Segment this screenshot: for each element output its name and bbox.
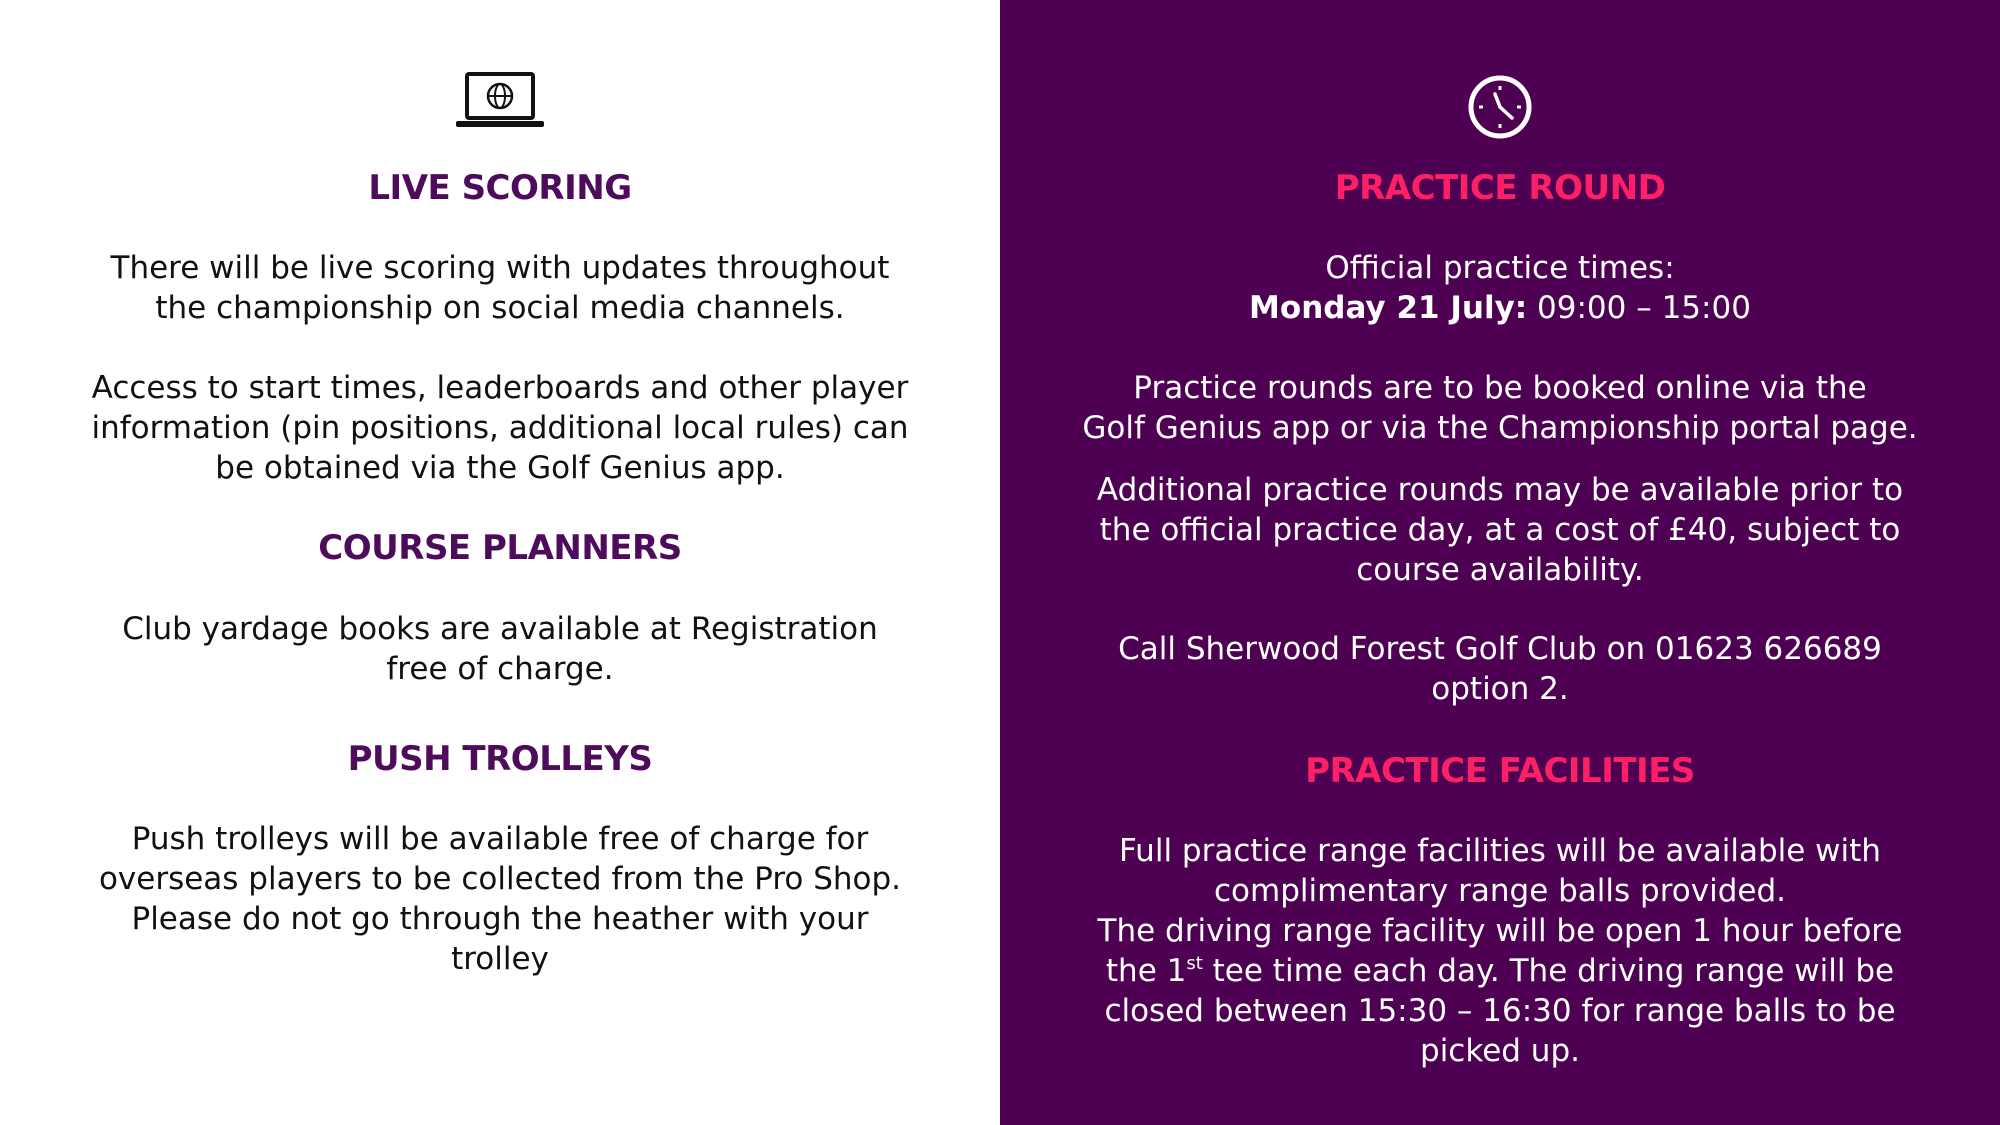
push-trolleys-heading: PUSH TROLLEYS	[347, 739, 653, 779]
live-scoring-access-text: Access to start times, leaderboards and other player information (pin positions, additional local rules) can be obtained via the Golf Genius app.	[91, 370, 909, 486]
course-planners-heading: COURSE PLANNERS	[318, 528, 682, 568]
call-club-text: Call Sherwood Forest Golf Club on 01623 626689 option 2.	[1118, 631, 1882, 707]
live-scoring-heading: LIVE SCORING	[368, 168, 632, 208]
practice-day-label: Monday 21 July:	[1249, 290, 1528, 326]
practice-booking-text: Practice rounds are to be booked online via the Golf Genius app or via the Championship portal page.	[1082, 370, 1918, 446]
additional-practice-text: Additional practice rounds may be available prior to the official practice day, at a cost of £40, subject to course availability.	[1096, 472, 1904, 588]
clock-icon	[1467, 74, 1533, 140]
practice-facilities-text: Full practice range facilities will be available with complimentary range balls provided. The driving range facility will be open 1 hour before the 1st tee time each day. The driving range will be closed between 15:30 – 16:30 for range balls to be picked up.	[1097, 833, 1903, 1069]
course-planners-text: Club yardage books are available at Registration free of charge.	[122, 611, 878, 687]
laptop-globe-icon	[454, 72, 546, 130]
right-column	[1000, 0, 2000, 1125]
push-trolleys-text: Push trolleys will be available free of charge for overseas players to be collected from the Pro Shop. Please do not go through the heather with your trolley	[98, 821, 902, 977]
practice-facilities-heading: PRACTICE FACILITIES	[1305, 751, 1695, 791]
practice-times-text: Official practice times: Monday 21 July: 09:00 – 15:00	[1249, 250, 1751, 326]
practice-round-heading: PRACTICE ROUND	[1334, 168, 1666, 208]
live-scoring-text: There will be live scoring with updates throughout the championship on social media channels.	[110, 250, 890, 326]
practice-hours: 09:00 – 15:00	[1527, 290, 1751, 326]
